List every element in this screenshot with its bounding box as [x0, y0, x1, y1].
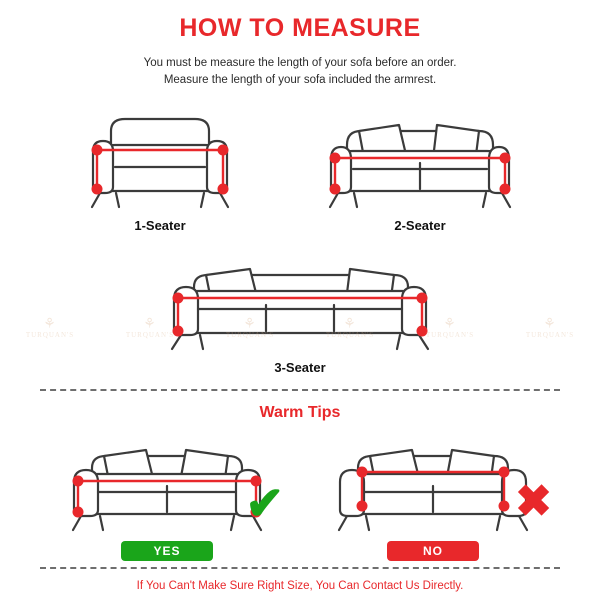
- warm-tips-heading: Warm Tips: [259, 404, 341, 421]
- two-seater-svg: [307, 101, 533, 211]
- flame-icon: ⚘: [243, 316, 257, 332]
- one-seater-svg: [67, 101, 253, 211]
- instructions: [0, 55, 600, 89]
- one-seater-illustration: [67, 101, 253, 216]
- flame-icon: ⚘: [143, 316, 157, 332]
- diagram-row-middle: [0, 251, 600, 375]
- diagram-caption: 3-Seater: [274, 360, 326, 375]
- watermark-text: TURQUAN'S: [525, 330, 575, 339]
- no-badge: NO: [387, 541, 479, 561]
- tips-row: [0, 428, 600, 561]
- incorrect-sofa-svg: [318, 428, 548, 532]
- flame-icon: ⚘: [343, 316, 357, 332]
- diagram-caption: 2-Seater: [394, 218, 446, 233]
- three-seater-illustration: [150, 251, 450, 358]
- diagram-three-seater: [150, 251, 450, 375]
- flame-icon: ⚘: [43, 316, 57, 332]
- divider-bottom: [40, 567, 560, 569]
- instruction-line-2: Measure the length of your sofa included the armrest.: [163, 74, 437, 86]
- divider-top: [40, 389, 560, 391]
- watermark-text: TURQUAN'S: [225, 330, 275, 339]
- watermark-text: TURQUAN'S: [25, 330, 75, 339]
- two-seater-illustration: [307, 101, 533, 216]
- check-icon: ✔: [245, 477, 284, 529]
- watermark-text: TURQUAN'S: [425, 330, 475, 339]
- diagram-row-top: [0, 101, 600, 233]
- tip-correct: [52, 428, 282, 561]
- page-title: HOW TO MEASURE: [179, 14, 421, 42]
- incorrect-illustration: [318, 428, 552, 537]
- three-seater-svg: [150, 251, 450, 353]
- cross-icon: ✖: [515, 477, 552, 526]
- instruction-line-1: You must be measure the length of your sofa before an order.: [143, 57, 457, 69]
- diagram-caption: 1-Seater: [134, 218, 186, 233]
- yes-badge: YES: [121, 541, 213, 561]
- footer-note: If You Can't Make Sure Right Size, You Can Contact Us Directly.: [136, 580, 464, 592]
- correct-illustration: [52, 428, 282, 537]
- watermark-text: TURQUAN'S: [125, 330, 175, 339]
- flame-icon: ⚘: [443, 316, 457, 332]
- diagram-one-seater: [67, 101, 253, 233]
- tip-incorrect: [318, 428, 552, 561]
- infographic-page: [0, 14, 600, 614]
- flame-icon: ⚘: [543, 316, 557, 332]
- watermark-text: TURQUAN'S: [325, 330, 375, 339]
- diagram-two-seater: [307, 101, 533, 233]
